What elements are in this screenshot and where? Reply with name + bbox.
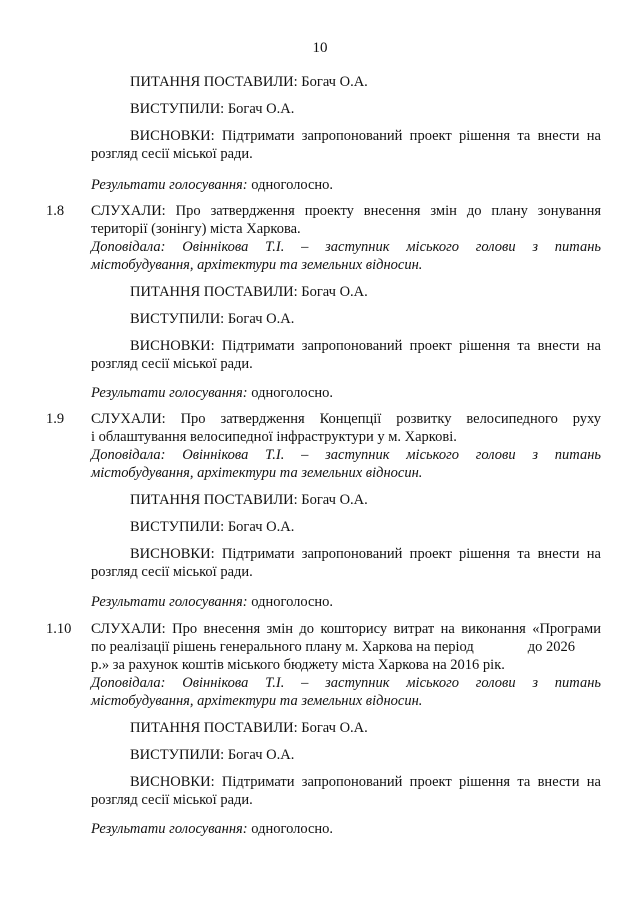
vote-label: Результати голосування: — [91, 385, 248, 401]
conclusions-line-2: розгляд сесії міської ради. — [91, 356, 253, 372]
vote-result — [91, 384, 333, 402]
page-number: 10 — [312, 40, 328, 56]
questions-line: ПИТАННЯ ПОСТАВИЛИ: Богач О.А. — [130, 284, 368, 300]
questions-line — [130, 73, 368, 91]
heard-line-2-end: до 2026 — [527, 639, 576, 655]
heard-line-1: СЛУХАЛИ: Про внесення змін до кошторису витрат на виконання «Програми — [91, 621, 601, 637]
conclusions-line-1: ВИСНОВКИ: Підтримати запропонований проект рішення та внести на — [130, 128, 601, 144]
vote-value: одноголосно. — [247, 385, 334, 401]
heard-line-1: СЛУХАЛИ: Про затвердження проекту внесення змін до плану зонування — [91, 203, 601, 219]
speakers-line: ВИСТУПИЛИ: Богач О.А. — [130, 747, 295, 763]
questions-line: ПИТАННЯ ПОСТАВИЛИ: Богач О.А. — [130, 492, 368, 508]
speakers-line — [130, 100, 294, 118]
reporter-line-2: містобудування, архітектури та земельних відносин. — [91, 465, 423, 481]
conclusions-line-2: розгляд сесії міської ради. — [91, 792, 253, 808]
item-number: 1.8 — [46, 203, 65, 219]
speakers-label: ВИСТУПИЛИ: — [130, 101, 225, 117]
vote-value: одноголосно. — [247, 821, 334, 837]
heard-line-2 — [91, 638, 575, 656]
vote-label: Результати голосування: — [91, 177, 248, 193]
reporter-line-1: Доповідала: Овіннікова Т.І. – заступник міського голови з питань — [91, 447, 601, 463]
heard-line-2-text: по реалізації рішень генерального плану м. Харкова на період — [91, 639, 474, 655]
questions-label: ПИТАННЯ ПОСТАВИЛИ: — [130, 74, 298, 90]
conclusions-line-1: ВИСНОВКИ: Підтримати запропонований проект рішення та внести на — [130, 774, 601, 790]
reporter-line-2: містобудування, архітектури та земельних відносин. — [91, 693, 423, 709]
reporter-line-1: Доповідала: Овіннікова Т.І. – заступник міського голови з питань — [91, 675, 601, 691]
conclusions-line-1: ВИСНОВКИ: Підтримати запропонований проект рішення та внести на — [130, 546, 601, 562]
vote-result — [91, 593, 333, 611]
heard-line-3: р.» за рахунок коштів міського бюджету міста Харкова на 2016 рік. — [91, 657, 505, 673]
vote-result — [91, 176, 333, 194]
conclusions-line-1: ВИСНОВКИ: Підтримати запропонований проект рішення та внести на — [130, 338, 601, 354]
vote-label: Результати голосування: — [91, 821, 248, 837]
reporter-line-2: містобудування, архітектури та земельних відносин. — [91, 257, 423, 273]
vote-value: одноголосно. — [247, 177, 334, 193]
vote-value: одноголосно. — [247, 594, 334, 610]
speakers-line: ВИСТУПИЛИ: Богач О.А. — [130, 519, 295, 535]
speakers-value: Богач О.А. — [224, 101, 295, 117]
vote-result — [91, 820, 333, 838]
heard-line-1: СЛУХАЛИ: Про затвердження Концепції розвитку велосипедного руху — [91, 411, 601, 427]
item-number: 1.10 — [46, 621, 72, 637]
speakers-line: ВИСТУПИЛИ: Богач О.А. — [130, 311, 295, 327]
heard-line-2: і облаштування велосипедної інфраструктури у м. Харкові. — [91, 429, 457, 445]
item-number: 1.9 — [46, 411, 65, 427]
heard-line-2: території (зонінгу) міста Харкова. — [91, 221, 301, 237]
questions-value: Богач О.А. — [297, 74, 368, 90]
vote-label: Результати голосування: — [91, 594, 248, 610]
reporter-line-1: Доповідала: Овіннікова Т.І. – заступник міського голови з питань — [91, 239, 601, 255]
conclusions-line-2: розгляд сесії міської ради. — [91, 146, 253, 162]
questions-line: ПИТАННЯ ПОСТАВИЛИ: Богач О.А. — [130, 720, 368, 736]
conclusions-line-2: розгляд сесії міської ради. — [91, 564, 253, 580]
